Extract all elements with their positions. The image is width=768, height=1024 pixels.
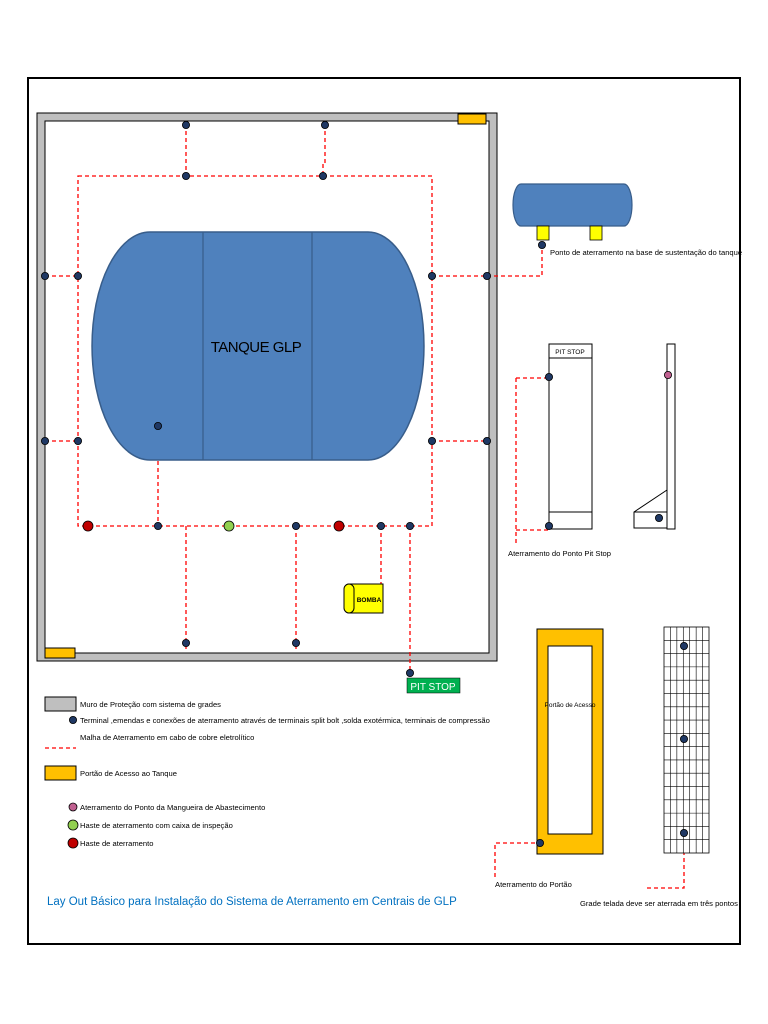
pump-label: BOMBA — [356, 597, 382, 604]
terminal-dot — [483, 272, 490, 279]
terminal-dot — [428, 272, 435, 279]
ground-rod — [83, 521, 93, 531]
legend-wall-text: Muro de Proteção com sistema de grades — [80, 700, 221, 709]
terminal-dot — [292, 522, 299, 529]
diagram-title: Lay Out Básico para Instalação do Sistema de Aterramento em Centrais de GLP — [47, 896, 457, 908]
legend-hose-swatch — [69, 803, 77, 811]
access-gate-top — [458, 114, 486, 124]
terminal-dot — [545, 373, 552, 380]
pit-stop-sign-label: PIT STOP — [555, 349, 585, 356]
legend-gate-text: Portão de Acesso ao Tanque — [80, 769, 177, 778]
pit-stop-badge-label: PIT STOP — [410, 682, 456, 693]
tank-label: TANQUE GLP — [210, 339, 302, 356]
terminal-dot — [321, 121, 328, 128]
legend-terminal-text: Terminal ,emendas e conexões de aterramento através de terminais split bolt ,solda exotérmica, terminais de compressão — [80, 716, 490, 725]
terminal-dot — [74, 272, 81, 279]
terminal-dot — [377, 522, 384, 529]
hose-grounding-point — [664, 371, 671, 378]
legend-rod-inspection-swatch — [68, 820, 78, 830]
terminal-dot — [182, 121, 189, 128]
screen-grounding-label: Grade telada deve ser aterrada em três pontos — [580, 899, 738, 908]
terminal-dot — [41, 437, 48, 444]
legend-terminal-swatch — [69, 716, 76, 723]
ground-rod-with-inspection-box — [224, 521, 234, 531]
terminal-dot — [182, 172, 189, 179]
terminal-dot — [536, 839, 543, 846]
access-gate-bottom — [45, 648, 75, 658]
terminal-dot — [680, 829, 687, 836]
access-gate-label: Portão de Acesso — [544, 702, 596, 709]
terminal-dot — [680, 735, 687, 742]
legend-wall-swatch — [45, 697, 76, 711]
terminal-dot — [406, 669, 413, 676]
gate-grounding-label: Aterramento do Portão — [495, 880, 572, 889]
pit-stop-grounding-label: Aterramento do Ponto Pit Stop — [508, 549, 611, 558]
terminal-dot — [154, 422, 161, 429]
legend-hose-text: Aterramento do Ponto da Mangueira de Abastecimento — [80, 803, 266, 812]
terminal-dot — [74, 437, 81, 444]
access-gate-detail — [537, 629, 603, 854]
terminal-dot — [538, 241, 545, 248]
tank-base-grounding-label: Ponto de aterramento na base de sustentação do tanque — [550, 248, 743, 257]
terminal-dot — [154, 522, 161, 529]
ground-rod — [334, 521, 344, 531]
legend-rod-inspection-text: Haste de aterramento com caixa de inspeção — [80, 821, 233, 830]
tank-base-detail — [513, 184, 632, 249]
terminal-dot — [545, 522, 552, 529]
pit-stop-front-view — [549, 344, 592, 529]
legend — [45, 697, 490, 848]
terminal-dot — [319, 172, 326, 179]
legend-rod-text: Haste de aterramento — [80, 839, 154, 848]
terminal-dot — [406, 522, 413, 529]
terminal-dot — [655, 514, 662, 521]
legend-rod-swatch — [68, 838, 78, 848]
terminal-dot — [41, 272, 48, 279]
terminal-dot — [292, 639, 299, 646]
terminal-dot — [182, 639, 189, 646]
legend-mesh-text: Malha de Aterramento em cabo de cobre eletrolítico — [80, 733, 255, 742]
terminal-dot — [483, 437, 490, 444]
legend-gate-swatch — [45, 766, 76, 780]
terminal-dot — [428, 437, 435, 444]
terminal-dot — [680, 642, 687, 649]
